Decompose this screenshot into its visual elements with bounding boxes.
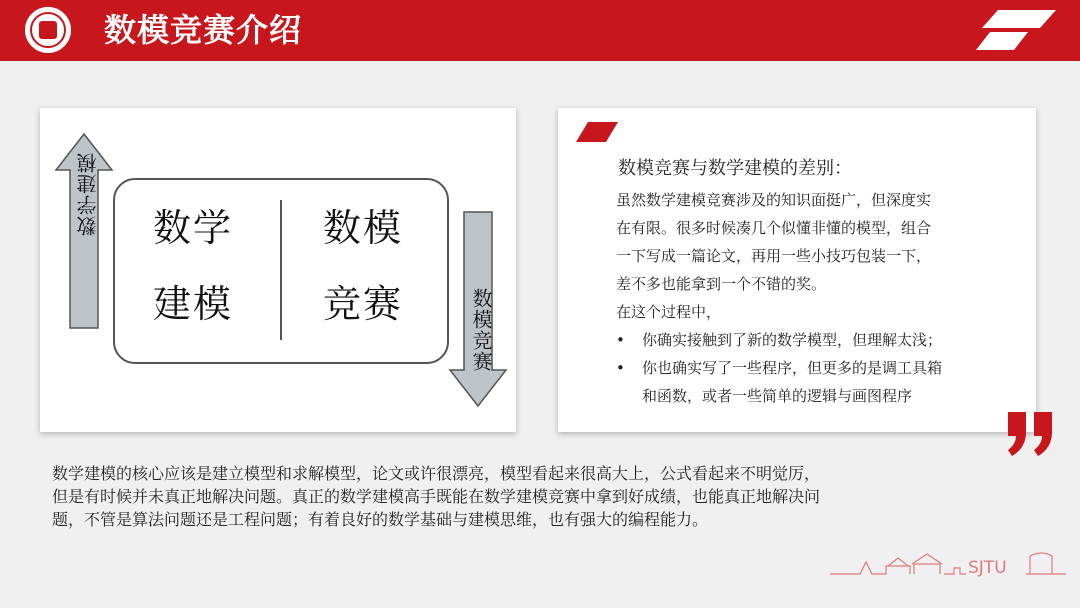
right-word-line-1: 数模	[322, 206, 403, 250]
bullet-text: 你确实接触到了新的数学模型，但理解太浅；	[642, 331, 943, 349]
header-bar	[0, 0, 1080, 61]
difference-card	[558, 108, 1036, 432]
intro-line: 在这个过程中，	[616, 303, 722, 321]
summary-line: 数学建模的核心应该是建立模型和求解模型，论文或许很漂亮，模型看起来很高大上，公式看起来不明觉厉，	[52, 464, 821, 483]
summary-paragraph	[52, 462, 1042, 531]
difference-body	[616, 186, 1006, 410]
paragraph-line: 在有限。很多时候凑几个似懂非懂的模型，组合	[616, 219, 932, 237]
summary-line: 题，不管是算法问题还是工程问题；有着良好的数学基础与建模思维，也有强大的编程能力。	[52, 510, 709, 529]
up-arrow-label: 数学建模	[76, 152, 100, 236]
sjtu-skyline-logo-icon	[830, 548, 1066, 578]
left-word-line-1: 数学	[152, 206, 233, 250]
concept-diagram-card	[40, 108, 516, 432]
bullet-icon: •	[616, 331, 625, 349]
bullet-text-continued: 和函数，或者一些简单的逻辑与画图程序	[642, 387, 913, 405]
paragraph-line: 差不多也能拿到一个不错的奖。	[616, 275, 827, 293]
vertical-divider	[280, 200, 282, 340]
page-title: 数模竞赛介绍	[104, 11, 303, 49]
red-parallelogram-icon	[574, 120, 620, 144]
university-seal-icon	[22, 4, 74, 56]
down-arrow-label: 数模竞赛	[469, 288, 493, 372]
difference-title: 数模竞赛与数学建模的差别：	[618, 158, 852, 179]
summary-line: 但是有时候并未真正地解决问题。真正的数学建模高手既能在数学建模竞赛中拿到好成绩，也能真正地解决问	[52, 487, 821, 506]
slanted-stripes-icon	[970, 6, 1060, 54]
bullet-text: 你也确实写了一些程序，但更多的是调工具箱	[642, 359, 943, 377]
list-item	[616, 354, 1006, 410]
paragraph-line: 一下写成一篇论文，再用一些小技巧包装一下，	[616, 247, 932, 265]
bullet-icon: •	[616, 359, 625, 377]
closing-quote-icon	[1006, 410, 1056, 458]
left-word-line-2: 建模	[152, 282, 233, 326]
bullet-list	[616, 326, 1006, 410]
paragraph-line: 虽然数学建模竞赛涉及的知识面挺广，但深度实	[616, 191, 932, 209]
sjtu-logo-text: SJTU	[968, 558, 1007, 578]
right-word-line-2: 竞赛	[322, 282, 403, 326]
list-item	[616, 326, 1006, 354]
